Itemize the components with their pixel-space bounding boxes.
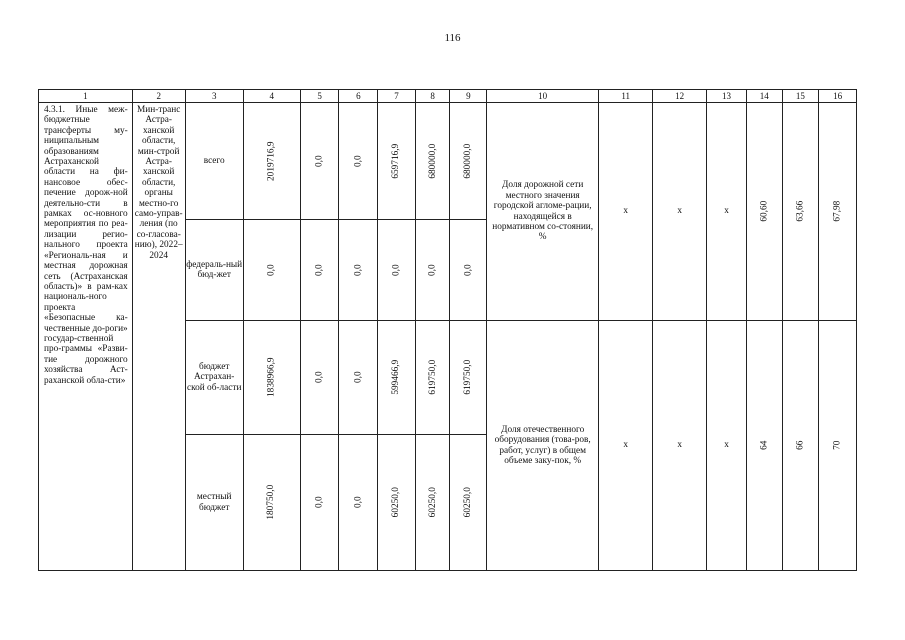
value-cell bbox=[415, 321, 450, 435]
header-cell-9: 9 bbox=[450, 90, 487, 103]
value-col9: 60250,0 bbox=[463, 487, 474, 518]
value-cell bbox=[339, 220, 378, 321]
value-cell bbox=[378, 435, 416, 571]
executor-cell: Мин-транс Астра-ханской области, мин-строй Астра-ханской области, органы местно-го само-управ-ления (по со-гласова-нию), 2022–2024 bbox=[132, 103, 185, 571]
value-col7: 0,0 bbox=[391, 264, 402, 276]
value-cell bbox=[339, 435, 378, 571]
value-col9: 680000,0 bbox=[463, 143, 474, 179]
header-cell-4: 4 bbox=[243, 90, 300, 103]
value-cell bbox=[378, 220, 416, 321]
header-cell-13: 13 bbox=[707, 90, 747, 103]
value-cell bbox=[339, 321, 378, 435]
header-cell-11: 11 bbox=[599, 90, 653, 103]
value-col5: 0,0 bbox=[314, 264, 325, 276]
header-cell-12: 12 bbox=[653, 90, 707, 103]
page-number: 116 bbox=[444, 32, 461, 44]
value-cell bbox=[243, 321, 300, 435]
value-cell bbox=[378, 103, 416, 220]
value-col7: 60250,0 bbox=[391, 487, 402, 518]
header-cell-2: 2 bbox=[132, 90, 185, 103]
value-col8: 619750,0 bbox=[428, 360, 439, 395]
value-col6: 0,0 bbox=[353, 264, 364, 276]
header-cell-7: 7 bbox=[378, 90, 416, 103]
indicator-cell bbox=[782, 321, 819, 571]
indicator-col12: x bbox=[653, 321, 707, 571]
indicator-cell bbox=[782, 103, 819, 321]
indicator-col13: x bbox=[707, 103, 747, 321]
indicator-cell bbox=[819, 321, 857, 571]
indicator-name: Доля дорожной сети местного значения городской агломе-рации, находящейся в нормативном со-стоянии, % bbox=[487, 103, 599, 321]
indicator-cell bbox=[746, 103, 782, 321]
value-cell bbox=[339, 103, 378, 220]
indicator-col16: 67,98 bbox=[832, 201, 843, 222]
value-total: 0,0 bbox=[266, 264, 277, 276]
value-cell bbox=[243, 220, 300, 321]
value-cell bbox=[300, 435, 339, 571]
indicator-col12: x bbox=[653, 103, 707, 321]
value-col5: 0,0 bbox=[314, 371, 325, 384]
value-cell bbox=[300, 103, 339, 220]
source-cell: всего bbox=[185, 103, 243, 220]
value-total: 180750,0 bbox=[266, 485, 277, 520]
value-col5: 0,0 bbox=[314, 155, 325, 167]
indicator-col15: 63,66 bbox=[795, 201, 806, 222]
indicator-col15: 66 bbox=[795, 440, 806, 451]
value-col8: 0,0 bbox=[427, 264, 438, 276]
value-cell bbox=[450, 220, 487, 321]
value-cell bbox=[450, 435, 487, 571]
source-cell: бюджет Астрахан-ской об-ласти bbox=[185, 321, 243, 435]
value-cell bbox=[243, 435, 300, 571]
value-col6: 0,0 bbox=[353, 496, 364, 509]
value-cell bbox=[415, 220, 450, 321]
indicator-cell bbox=[819, 103, 857, 321]
value-col5: 0,0 bbox=[314, 496, 325, 509]
table-row bbox=[39, 103, 857, 220]
header-cell-14: 14 bbox=[746, 90, 782, 103]
source-cell: местный бюджет bbox=[185, 435, 243, 571]
header-cell-5: 5 bbox=[300, 90, 339, 103]
header-cell-3: 3 bbox=[185, 90, 243, 103]
indicator-col14: 60,60 bbox=[759, 201, 770, 222]
value-col9: 0,0 bbox=[463, 264, 474, 276]
header-row bbox=[39, 90, 857, 103]
value-total: 1838966,9 bbox=[266, 357, 277, 398]
value-cell bbox=[300, 220, 339, 321]
indicator-name: Доля отечественного оборудования (това-ров, работ, услуг) в общем объеме заку-пок, % bbox=[487, 321, 599, 571]
header-cell-15: 15 bbox=[782, 90, 819, 103]
value-col7: 599466,9 bbox=[391, 360, 402, 395]
value-cell bbox=[450, 103, 487, 220]
value-col8: 680000,0 bbox=[428, 143, 439, 179]
value-col9: 619750,0 bbox=[463, 360, 474, 395]
indicator-col11: x bbox=[599, 321, 653, 571]
budget-table bbox=[38, 89, 857, 571]
source-cell: федераль-ный бюд-жет bbox=[185, 220, 243, 321]
value-col8: 60250,0 bbox=[427, 487, 438, 518]
measure-description: 4.3.1. Иные меж-бюджетные трансферты му-ниципальным образованиям Астраханской области на фи-нансовое обес-печение дорож-ной деятельно-сти в рамках ос-новного мероприятия по реа-лизации регио-нального проекта «Региональ-ная и местная дорожная сеть (Астраханская область)» в рам-ках националь-ного проекта «Безопасные ка-чественные до-роги» государ-ственной про-граммы «Разви-тие дорожного хозяйства Аст-раханской обла-сти» bbox=[39, 103, 133, 571]
value-cell bbox=[300, 321, 339, 435]
header-cell-6: 6 bbox=[339, 90, 378, 103]
value-cell bbox=[243, 103, 300, 220]
value-col6: 0,0 bbox=[353, 155, 364, 167]
indicator-cell bbox=[746, 321, 782, 571]
header-cell-8: 8 bbox=[415, 90, 450, 103]
value-cell bbox=[415, 103, 450, 220]
indicator-col16: 70 bbox=[832, 440, 843, 451]
value-col6: 0,0 bbox=[353, 371, 364, 384]
value-total: 2019716,9 bbox=[266, 141, 277, 181]
header-cell-10: 10 bbox=[487, 90, 599, 103]
value-cell bbox=[378, 321, 416, 435]
indicator-col13: x bbox=[707, 321, 747, 571]
header-cell-16: 16 bbox=[819, 90, 857, 103]
value-cell bbox=[415, 435, 450, 571]
value-col7: 659716,9 bbox=[391, 143, 402, 179]
value-cell bbox=[450, 321, 487, 435]
indicator-col11: x bbox=[599, 103, 653, 321]
indicator-col14: 64 bbox=[759, 440, 770, 451]
header-cell-1: 1 bbox=[39, 90, 133, 103]
